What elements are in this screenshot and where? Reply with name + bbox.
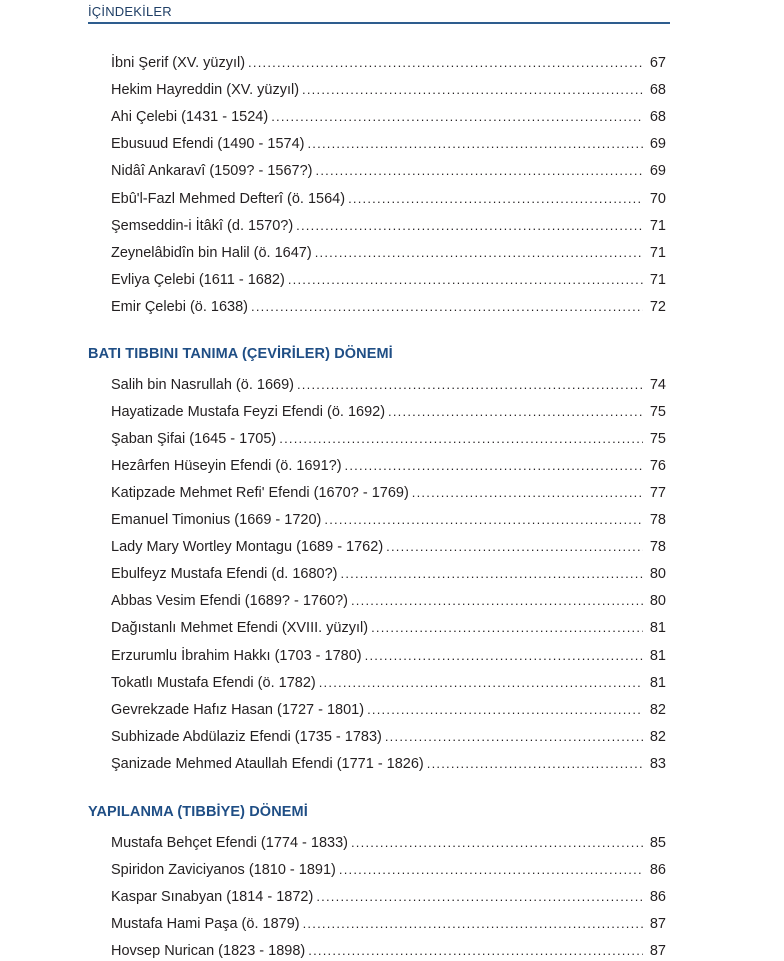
toc-leader-dots bbox=[367, 700, 643, 720]
toc-leader-dots bbox=[248, 53, 643, 73]
toc-entry-page-number: 67 bbox=[649, 55, 666, 71]
toc-entry-label: Tokatlı Mustafa Efendi (ö. 1782) bbox=[111, 674, 316, 691]
toc-entry-page-number: 81 bbox=[649, 647, 666, 664]
toc-entry-page-number: 74 bbox=[649, 377, 666, 393]
toc-entry-label: Kaspar Sınabyan (1814 - 1872) bbox=[111, 889, 314, 906]
toc-entry-label: Erzurumlu İbrahim Hakkı (1703 - 1780) bbox=[111, 647, 362, 664]
toc-entry-page-number: 75 bbox=[649, 431, 666, 448]
toc-entry[interactable] bbox=[111, 941, 666, 961]
toc-entry-page-number: 78 bbox=[649, 539, 666, 556]
page-header bbox=[88, 4, 670, 24]
toc-entry-label: Şaban Şifai (1645 - 1705) bbox=[111, 431, 277, 448]
toc-entry[interactable] bbox=[111, 833, 666, 853]
toc-entry-page-number: 72 bbox=[649, 298, 666, 315]
toc-leader-dots bbox=[296, 216, 643, 236]
toc-entry[interactable] bbox=[111, 483, 666, 503]
toc-leader-dots bbox=[315, 243, 643, 263]
toc-entry-page-number: 82 bbox=[649, 728, 666, 745]
toc-entry-label: Şemseddin-i İtâkî (d. 1570?) bbox=[111, 217, 294, 234]
toc-entry[interactable] bbox=[111, 700, 666, 720]
toc-entry-label: Ebû'l-Fazl Mehmed Defterî (ö. 1564) bbox=[111, 190, 346, 207]
toc-entry[interactable] bbox=[111, 564, 666, 584]
toc-entry-label: Nidâî Ankaravî (1509? - 1567?) bbox=[111, 163, 313, 180]
toc-entry[interactable] bbox=[111, 243, 666, 263]
toc-leader-dots bbox=[386, 537, 643, 557]
toc-entry-label: Abbas Vesim Efendi (1689? - 1760?) bbox=[111, 593, 348, 610]
toc-entry-label: Dağıstanlı Mehmet Efendi (XVIII. yüzyıl) bbox=[111, 620, 369, 637]
toc-entry[interactable] bbox=[111, 646, 666, 666]
toc-leader-dots bbox=[297, 375, 643, 395]
toc-entry[interactable] bbox=[111, 673, 666, 693]
toc-entry[interactable] bbox=[111, 887, 666, 907]
toc-entry[interactable] bbox=[111, 510, 666, 530]
toc-entry[interactable] bbox=[111, 860, 666, 880]
toc-leader-dots bbox=[385, 727, 643, 747]
toc-leader-dots bbox=[302, 80, 643, 100]
toc-leader-dots bbox=[271, 107, 643, 127]
toc-entry-label: Spiridon Zaviciyanos (1810 - 1891) bbox=[111, 862, 336, 879]
toc-entry-label: Gevrekzade Hafız Hasan (1727 - 1801) bbox=[111, 701, 365, 718]
toc-leader-dots bbox=[371, 618, 643, 638]
toc-entry-page-number: 78 bbox=[649, 512, 666, 529]
toc-entry-page-number: 69 bbox=[649, 163, 666, 180]
toc-entry-label: Emir Çelebi (ö. 1638) bbox=[111, 298, 248, 315]
toc-entry[interactable] bbox=[111, 134, 666, 154]
toc-entry-label: Mustafa Behçet Efendi (1774 - 1833) bbox=[111, 835, 348, 851]
toc-entry[interactable] bbox=[111, 297, 666, 317]
toc-leader-dots bbox=[279, 429, 643, 449]
toc-entry[interactable] bbox=[111, 161, 666, 181]
toc-entry-page-number: 76 bbox=[649, 458, 666, 475]
toc-entry[interactable] bbox=[111, 189, 666, 209]
toc-entry-label: Emanuel Timonius (1669 - 1720) bbox=[111, 512, 322, 529]
toc-entry-page-number: 87 bbox=[649, 916, 666, 933]
toc-entry-label: Ahi Çelebi (1431 - 1524) bbox=[111, 109, 269, 126]
toc-leader-dots bbox=[427, 754, 643, 774]
toc-entry[interactable] bbox=[111, 53, 666, 73]
toc-entry-page-number: 87 bbox=[649, 943, 666, 960]
toc-entry[interactable] bbox=[111, 375, 666, 395]
toc-entry-page-number: 83 bbox=[649, 755, 666, 772]
toc-entry[interactable] bbox=[111, 591, 666, 611]
section-heading: YAPILANMA (TIBBİYE) DÖNEMİ bbox=[88, 804, 308, 820]
toc-entry-page-number: 68 bbox=[649, 82, 666, 99]
toc-entry-label: Şanizade Mehmed Ataullah Efendi (1771 - 1826) bbox=[111, 755, 424, 772]
toc-leader-dots bbox=[412, 483, 643, 503]
toc-entry-page-number: 80 bbox=[649, 593, 666, 610]
toc-leader-dots bbox=[348, 189, 643, 209]
header-title: İÇİNDEKİLER bbox=[88, 4, 172, 19]
toc-leader-dots bbox=[365, 646, 643, 666]
toc-leader-dots bbox=[316, 161, 643, 181]
section-heading: BATI TIBBINI TANIMA (ÇEVİRİLER) DÖNEMİ bbox=[88, 346, 393, 362]
toc-entry-page-number: 81 bbox=[649, 620, 666, 637]
toc-entry[interactable] bbox=[111, 429, 666, 449]
toc-entry-label: Ebusuud Efendi (1490 - 1574) bbox=[111, 136, 305, 153]
toc-entry-label: Subhizade Abdülaziz Efendi (1735 - 1783) bbox=[111, 728, 382, 745]
toc-leader-dots bbox=[341, 564, 644, 584]
toc-entry-label: Mustafa Hami Paşa (ö. 1879) bbox=[111, 916, 300, 933]
toc-leader-dots bbox=[316, 887, 643, 907]
toc-leader-dots bbox=[307, 134, 643, 154]
toc-entry[interactable] bbox=[111, 402, 666, 422]
toc-leader-dots bbox=[319, 673, 643, 693]
toc-leader-dots bbox=[308, 941, 643, 961]
toc-entry[interactable] bbox=[111, 618, 666, 638]
toc-entry-label: Evliya Çelebi (1611 - 1682) bbox=[111, 271, 285, 288]
toc-leader-dots bbox=[288, 270, 643, 290]
toc-leader-dots bbox=[388, 402, 643, 422]
toc-leader-dots bbox=[251, 297, 643, 317]
toc-entry[interactable] bbox=[111, 107, 666, 127]
toc-entry-page-number: 77 bbox=[649, 485, 666, 502]
toc-entry-page-number: 81 bbox=[649, 674, 666, 691]
toc-entry[interactable] bbox=[111, 216, 666, 236]
toc-leader-dots bbox=[303, 914, 643, 934]
toc-entry[interactable] bbox=[111, 914, 666, 934]
toc-entry[interactable] bbox=[111, 754, 666, 774]
toc-entry-label: Hekim Hayreddin (XV. yüzyıl) bbox=[111, 82, 300, 99]
toc-entry-label: Lady Mary Wortley Montagu (1689 - 1762) bbox=[111, 539, 384, 556]
toc-entry-page-number: 71 bbox=[649, 271, 666, 288]
toc-entry[interactable] bbox=[111, 727, 666, 747]
toc-leader-dots bbox=[339, 860, 643, 880]
toc-entry-label: Hovsep Nurican (1823 - 1898) bbox=[111, 943, 306, 960]
toc-leader-dots bbox=[351, 833, 643, 853]
toc-entry-label: Ebulfeyz Mustafa Efendi (d. 1680?) bbox=[111, 566, 338, 583]
toc-entry-page-number: 80 bbox=[649, 566, 666, 583]
toc-leader-dots bbox=[351, 591, 643, 611]
toc-entry[interactable] bbox=[111, 80, 666, 100]
toc-entry-page-number: 70 bbox=[649, 190, 666, 207]
toc-entry-page-number: 69 bbox=[649, 136, 666, 153]
toc-leader-dots bbox=[345, 456, 643, 476]
toc-entry-page-number: 82 bbox=[649, 701, 666, 718]
toc-entry-label: Katipzade Mehmet Refi' Efendi (1670? - 1769) bbox=[111, 485, 409, 502]
toc-entry-page-number: 68 bbox=[649, 109, 666, 126]
toc-entry-page-number: 71 bbox=[649, 217, 666, 234]
toc-leader-dots bbox=[324, 510, 643, 530]
toc-entry[interactable] bbox=[111, 270, 666, 290]
toc-entry-page-number: 86 bbox=[649, 862, 666, 879]
toc-entry-page-number: 75 bbox=[649, 404, 666, 421]
toc-entry-label: Hayatizade Mustafa Feyzi Efendi (ö. 1692) bbox=[111, 404, 386, 421]
toc-entry-page-number: 86 bbox=[649, 889, 666, 906]
toc-entry-label: Zeynelâbidîn bin Halil (ö. 1647) bbox=[111, 244, 312, 261]
toc-entry-page-number: 85 bbox=[649, 835, 666, 851]
toc-entry[interactable] bbox=[111, 456, 666, 476]
toc-entry-page-number: 71 bbox=[649, 244, 666, 261]
toc-entry-label: Hezârfen Hüseyin Efendi (ö. 1691?) bbox=[111, 458, 342, 475]
toc-entry-label: Salih bin Nasrullah (ö. 1669) bbox=[111, 377, 294, 393]
toc-entry[interactable] bbox=[111, 537, 666, 557]
toc-entry-label: İbni Şerif (XV. yüzyıl) bbox=[111, 55, 246, 71]
